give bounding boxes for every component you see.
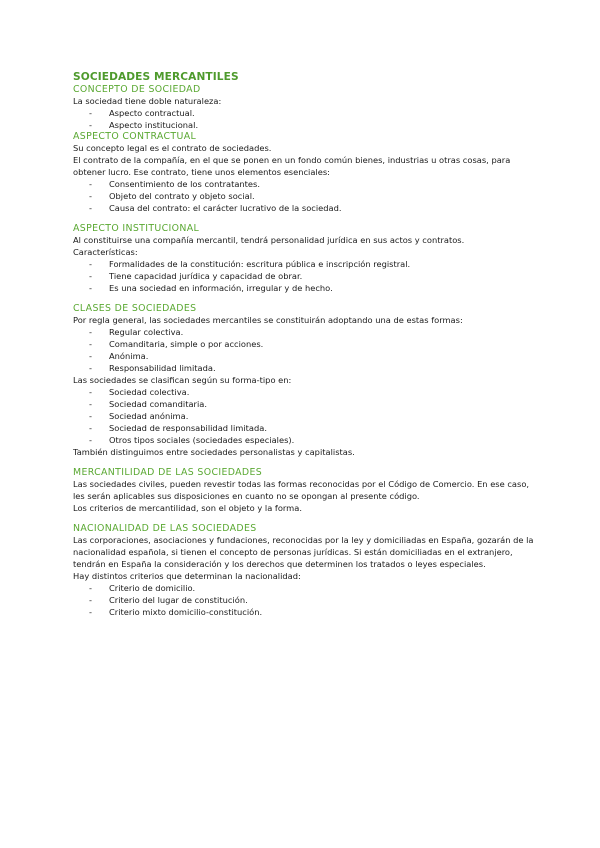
list-item: - Formalidades de la constitución: escritura pública e inscripción registral. (73, 258, 560, 270)
list-item: - Criterio mixto domicilio-constitución. (73, 606, 560, 618)
paragraph: Su concepto legal es el contrato de sociedades. (73, 143, 272, 153)
list-item: - Anónima. (73, 350, 560, 362)
list-item: - Causa del contrato: el carácter lucrativo de la sociedad. (73, 202, 560, 214)
paragraph: La sociedad tiene doble naturaleza: (73, 96, 222, 106)
bullet-list (73, 386, 560, 446)
bullet-list (73, 258, 560, 294)
bullet-list (73, 178, 560, 214)
paragraph: Por regla general, las sociedades mercantiles se constituirán adoptando una de estas formas: (73, 315, 463, 325)
list-item: - Aspecto contractual. (73, 107, 560, 119)
list-item: - Regular colectiva. (73, 326, 560, 338)
list-item: - Tiene capacidad jurídica y capacidad de obrar. (73, 270, 560, 282)
list-item: - Aspecto institucional. (73, 119, 560, 131)
document-title: SOCIEDADES MERCANTILES (73, 71, 239, 83)
list-item: - Es una sociedad en información, irregular y de hecho. (73, 282, 560, 294)
paragraph: Al constituirse una compañía mercantil, tendrá personalidad jurídica en sus actos y contratos. (73, 235, 465, 245)
paragraph: Las sociedades se clasifican según su forma-tipo en: (73, 375, 292, 385)
bullet-list (73, 107, 560, 131)
bullet-list (73, 582, 560, 618)
paragraph: Hay distintos criterios que determinan la nacionalidad: (73, 571, 301, 581)
paragraph: Las corporaciones, asociaciones y fundaciones, reconocidas por la ley y domiciliadas en España, gozarán de la nacionalidad española, si tienen el concepto de personas jurídicas. Si están domiciliadas en el extranjero, tendrán en España la consideración y los derechos que determinen los tratados o leyes especiales. (73, 535, 534, 569)
paragraph: También distinguimos entre sociedades personalistas y capitalistas. (73, 447, 355, 457)
list-item: - Comanditaria, simple o por acciones. (73, 338, 560, 350)
list-item: - Sociedad comanditaria. (73, 398, 560, 410)
list-item: - Criterio del lugar de constitución. (73, 594, 560, 606)
list-item: - Objeto del contrato y objeto social. (73, 190, 560, 202)
bullet-list (73, 326, 560, 374)
list-item: - Responsabilidad limitada. (73, 362, 560, 374)
list-item: - Sociedad anónima. (73, 410, 560, 422)
list-item: - Sociedad colectiva. (73, 386, 560, 398)
paragraph: Características: (73, 247, 138, 257)
list-item: - Sociedad de responsabilidad limitada. (73, 422, 560, 434)
paragraph: Los criterios de mercantilidad, son el objeto y la forma. (73, 503, 302, 513)
list-item: - Criterio de domicilio. (73, 582, 560, 594)
heading-nacionalidad: NACIONALIDAD DE LAS SOCIEDADES (73, 523, 257, 534)
heading-concepto: CONCEPTO DE SOCIEDAD (73, 84, 201, 95)
paragraph: El contrato de la compañía, en el que se ponen en un fondo común bienes, industrias u otras cosas, para obtener lucro. Ese contrato, tiene unos elementos esenciales: (73, 155, 511, 177)
heading-mercantilidad: MERCANTILIDAD DE LAS SOCIEDADES (73, 467, 263, 478)
heading-aspecto-institucional: ASPECTO INSTITUCIONAL (73, 223, 200, 234)
heading-aspecto-contractual: ASPECTO CONTRACTUAL (73, 131, 197, 142)
list-item: - Consentimiento de los contratantes. (73, 178, 560, 190)
heading-clases: CLASES DE SOCIEDADES (73, 303, 197, 314)
paragraph: Las sociedades civiles, pueden revestir todas las formas reconocidas por el Código de Comercio. En ese caso, les serán aplicables sus disposiciones en cuanto no se opongan al presente código. (73, 479, 530, 501)
list-item: - Otros tipos sociales (sociedades especiales). (73, 434, 560, 446)
